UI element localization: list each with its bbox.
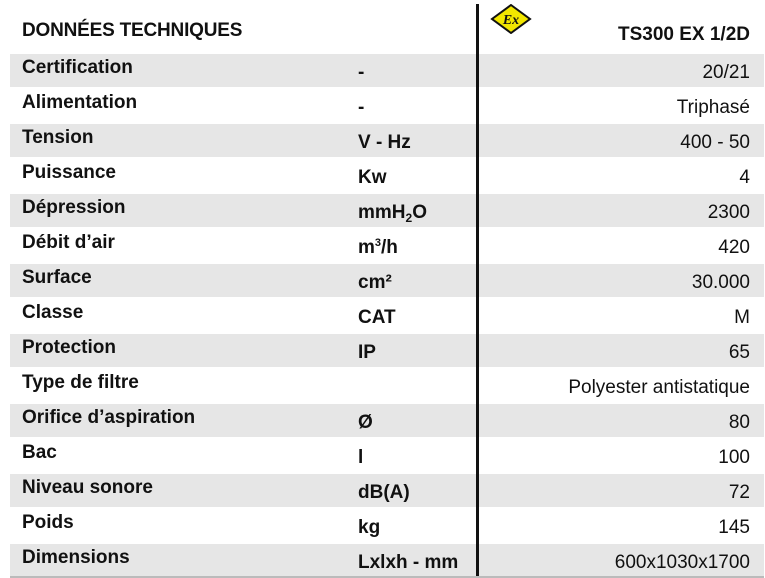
spec-value: 4 (739, 167, 750, 188)
table-row (10, 52, 764, 87)
spec-label: Surface (22, 267, 92, 288)
spec-unit: cm² (358, 272, 392, 293)
spec-label: Classe (22, 302, 84, 323)
spec-unit: V - Hz (358, 132, 411, 153)
spec-unit: Ø (358, 412, 373, 433)
spec-unit: CAT (358, 307, 396, 328)
spec-unit: mmH$_2$O (358, 202, 427, 225)
spec-value: M (734, 307, 750, 328)
table-row (10, 122, 764, 157)
column-divider (476, 4, 479, 577)
spec-label: Dimensions (22, 547, 130, 568)
spec-value: 400 - 50 (680, 132, 750, 153)
table-row (10, 262, 764, 297)
spec-label: Puissance (22, 162, 116, 183)
spec-value: 65 (728, 342, 750, 363)
table-row (10, 507, 764, 542)
spec-label: Débit d’air (22, 232, 115, 253)
spec-value: 2300 (707, 202, 750, 223)
spec-unit: - (358, 97, 365, 118)
table-row (10, 227, 764, 262)
spec-label: Protection (22, 337, 116, 358)
table-row (10, 402, 764, 437)
spec-unit: $m^3/h$ (358, 237, 398, 258)
spec-label: Poids (22, 512, 74, 533)
spec-value: 100 (718, 447, 750, 468)
spec-label: Tension (22, 127, 94, 148)
table-row (10, 437, 764, 472)
tech-specs-table (10, 4, 764, 573)
spec-label: Bac (22, 442, 57, 463)
spec-unit: Kw (358, 167, 387, 188)
table-title: DONNÉES TECHNIQUES (22, 20, 243, 41)
table-row (10, 542, 764, 577)
spec-label: Orifice d’aspiration (22, 407, 196, 428)
spec-value: 600x1030x1700 (614, 552, 750, 573)
spec-label: Dépression (22, 197, 126, 218)
spec-label: Niveau sonore (22, 477, 153, 498)
table-row (10, 192, 764, 227)
table-row (10, 332, 764, 367)
spec-label: Type de filtre (22, 372, 139, 393)
atex-ex-logo-icon (490, 4, 532, 34)
table-header (10, 4, 764, 48)
spec-value: 30.000 (691, 272, 750, 293)
table-row (10, 472, 764, 507)
spec-unit: IP (358, 342, 376, 363)
table-row (10, 157, 764, 192)
spec-unit: dB(A) (358, 482, 410, 503)
spec-unit: - (358, 62, 365, 83)
model-name: TS300 EX 1/2D (617, 24, 750, 45)
spec-value: 420 (718, 237, 750, 258)
table-row (10, 87, 764, 122)
spec-rows (10, 52, 764, 577)
spec-unit: Lxlxh - mm (358, 552, 459, 573)
spec-unit: kg (358, 517, 381, 538)
spec-value: 145 (718, 517, 750, 538)
atex-logo-text: Ex (502, 13, 520, 28)
spec-label: Alimentation (22, 92, 138, 113)
spec-value: 80 (728, 412, 750, 433)
table-row (10, 297, 764, 332)
spec-value: 20/21 (702, 62, 750, 83)
spec-value: Polyester antistatique (568, 377, 750, 398)
spec-value: Triphasé (676, 97, 750, 118)
spec-unit: l (358, 447, 364, 468)
spec-label: Certification (22, 57, 133, 78)
table-row (10, 367, 764, 402)
spec-value: 72 (728, 482, 750, 503)
